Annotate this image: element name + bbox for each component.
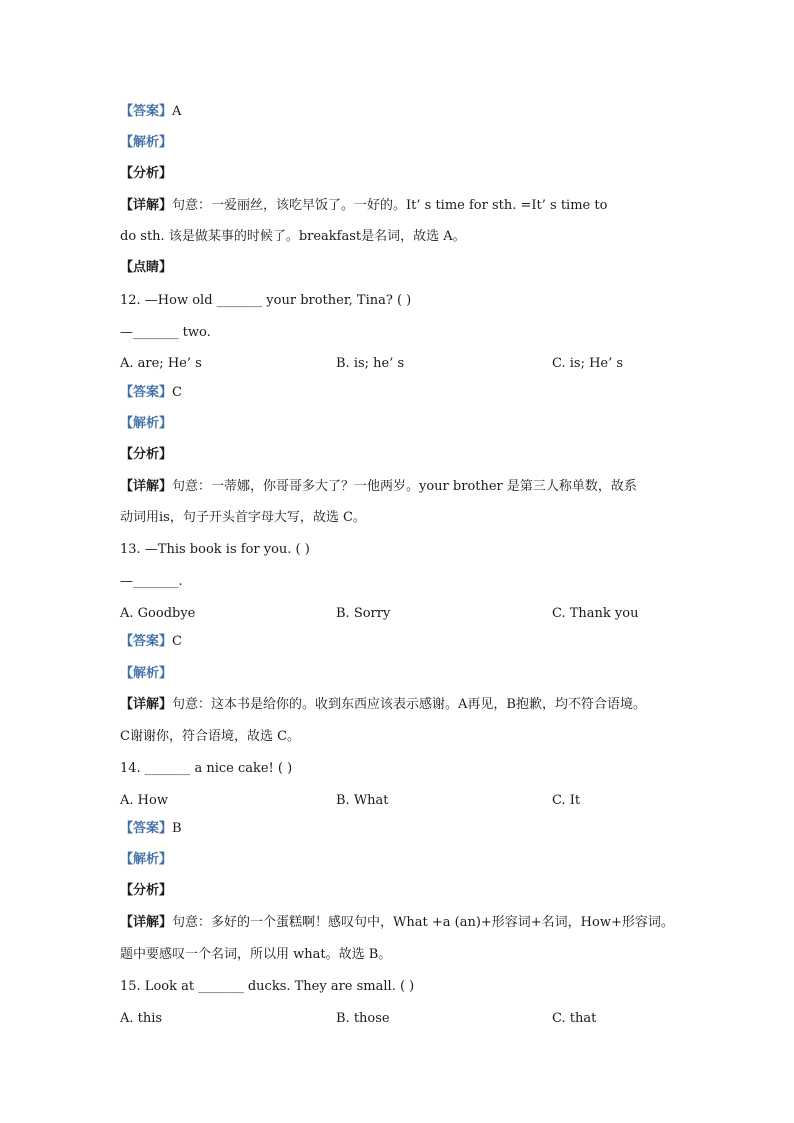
- q13-options: [120, 605, 680, 623]
- detail-text: 题中要感叹一个名词，所以用 what。故选 B。: [120, 947, 392, 962]
- fenxi-tag: 【分析】: [120, 883, 173, 898]
- analysis-tag: 【解析】: [120, 852, 173, 867]
- option-c: C. Thank you: [552, 606, 639, 621]
- dianjing-tag: 【点睛】: [120, 260, 173, 275]
- q12-detail-line-2: [120, 509, 680, 527]
- q14-fenxi-line: [120, 882, 680, 900]
- detail-text: do sth. 该是做某事的时候了。breakfast是名词，故选 A。: [120, 229, 466, 244]
- answer-value: C: [172, 385, 182, 400]
- detail-text: 句意：一蒂娜，你哥哥多大了？一他两岁。your brother 是第三人称单数，故系: [172, 479, 637, 494]
- q13-detail-line-2: [120, 728, 680, 746]
- detail-tag: 【详解】: [120, 697, 173, 712]
- q13-reply: —_______.: [120, 574, 183, 589]
- q12-reply: —_______ two.: [120, 325, 211, 340]
- q14-options: [120, 792, 680, 810]
- answer-value: B: [172, 821, 182, 836]
- q13-answer-line: [120, 633, 680, 651]
- detail-tag: 【详解】: [120, 915, 173, 930]
- detail-text: 句意：一爱丽丝，该吃早饭了。一好的。It’ s time for sth. =It’ s time to: [172, 198, 608, 213]
- answer-value: A: [172, 104, 182, 119]
- q11-dianjing-line: [120, 259, 680, 277]
- q15-options: [120, 1010, 680, 1028]
- detail-text: 动词用is，句子开头首字母大写，故选 C。: [120, 510, 366, 525]
- detail-tag: 【详解】: [120, 479, 173, 494]
- q11-detail-line-2: [120, 228, 680, 246]
- answer-tag: 【答案】: [120, 821, 173, 836]
- answer-tag: 【答案】: [120, 634, 173, 649]
- analysis-tag: 【解析】: [120, 416, 173, 431]
- q15-question: 15. Look at _______ ducks. They are small. ( ): [120, 979, 415, 994]
- detail-text: C谢谢你，符合语境，故选 C。: [120, 729, 301, 744]
- option-a: A. How: [120, 793, 168, 808]
- q12-question: 12. —How old _______ your brother, Tina? ( ): [120, 293, 412, 308]
- detail-tag: 【详解】: [120, 198, 173, 213]
- fenxi-tag: 【分析】: [120, 447, 173, 462]
- q13-question: 13. —This book is for you. ( ): [120, 542, 310, 557]
- option-b: B. is; he’ s: [336, 356, 405, 371]
- q12-fenxi-line: [120, 446, 680, 464]
- option-a: A. are; He’ s: [120, 356, 202, 371]
- q12-answer-line: [120, 384, 680, 402]
- q14-analysis-line: [120, 851, 680, 869]
- option-a: A. this: [120, 1011, 163, 1026]
- option-c: C. is; He’ s: [552, 356, 624, 371]
- q12-analysis-line: [120, 415, 680, 433]
- q14-detail-line-1: [120, 914, 680, 932]
- analysis-tag: 【解析】: [120, 666, 173, 681]
- option-c: C. that: [552, 1011, 597, 1026]
- answer-tag: 【答案】: [120, 104, 173, 119]
- option-b: B. those: [336, 1011, 390, 1026]
- option-b: B. Sorry: [336, 606, 391, 621]
- q14-answer-line: [120, 820, 680, 838]
- q12-options: [120, 355, 680, 373]
- q14-question: 14. _______ a nice cake! ( ): [120, 761, 293, 776]
- q11-detail-line-1: [120, 197, 680, 215]
- fenxi-tag: 【分析】: [120, 166, 173, 181]
- q13-detail-line-1: [120, 696, 680, 714]
- detail-text: 句意：多好的一个蛋糕啊！感叹句中，What +a (an)+形容词+名词，How+形容词。: [172, 915, 674, 930]
- option-a: A. Goodbye: [120, 606, 196, 621]
- answer-value: C: [172, 634, 182, 649]
- q11-answer-line: [120, 103, 680, 121]
- q12-detail-line-1: [120, 478, 680, 496]
- q14-detail-line-2: [120, 946, 680, 964]
- analysis-tag: 【解析】: [120, 135, 173, 150]
- option-c: C. It: [552, 793, 581, 808]
- q11-analysis-line: [120, 134, 680, 152]
- q11-fenxi-line: [120, 165, 680, 183]
- option-b: B. What: [336, 793, 389, 808]
- answer-tag: 【答案】: [120, 385, 173, 400]
- detail-text: 句意：这本书是给你的。收到东西应该表示感谢。A再见，B抱歉，均不符合语境。: [172, 697, 646, 712]
- q13-analysis-line: [120, 665, 680, 683]
